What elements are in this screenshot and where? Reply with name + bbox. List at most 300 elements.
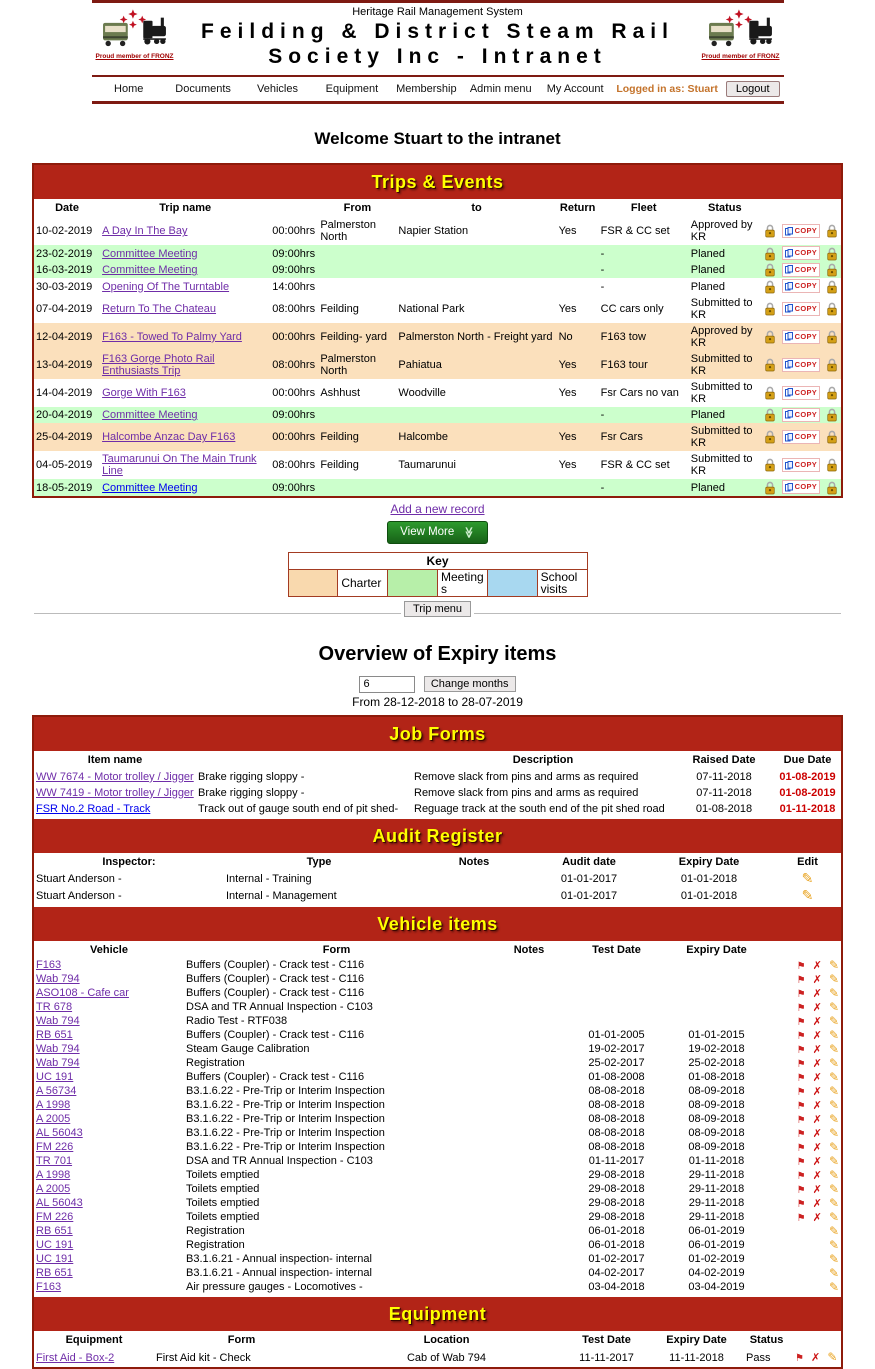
trip-name-link[interactable]: Committee Meeting (102, 409, 198, 422)
edit-pencil-icon[interactable]: ✎ (828, 985, 839, 1000)
delete-x-icon[interactable]: ✗ (812, 1099, 822, 1112)
vehicle-link[interactable]: A 2005 (36, 1183, 71, 1196)
col-header-location: Location (423, 1333, 470, 1346)
job-item-link[interactable]: WW 7674 - Motor trolley / Jigger (36, 770, 194, 783)
vehicle-link[interactable]: UC 191 (36, 1239, 74, 1252)
delete-x-icon[interactable]: ✗ (812, 1029, 822, 1042)
vehicle-expiry-date: 19-02-2018 (688, 1043, 745, 1056)
edit-pencil-icon[interactable]: ✎ (828, 1125, 839, 1140)
flag-icon[interactable]: ⚑ (796, 1016, 806, 1028)
trip-status: Submitted to KR (690, 352, 753, 377)
delete-x-icon[interactable]: ✗ (811, 1351, 821, 1364)
trip-name-link[interactable]: Committee Meeting (102, 264, 198, 277)
edit-pencil-icon[interactable]: ✎ (828, 1013, 839, 1028)
delete-x-icon[interactable]: ✗ (812, 1085, 822, 1098)
vehicle-test-date: 29-08-2018 (588, 1169, 645, 1182)
vehicle-form: B3.1.6.21 - Annual inspection- internal (186, 1267, 372, 1280)
padlock-icon[interactable] (764, 430, 776, 444)
padlock-icon[interactable] (764, 247, 776, 261)
padlock-icon[interactable] (826, 302, 838, 316)
audit-notes (414, 888, 534, 905)
delete-x-icon[interactable]: ✗ (812, 1183, 822, 1196)
trip-to (396, 262, 556, 279)
trips-banner-title: Trips & Events (371, 172, 504, 193)
nav-item[interactable]: Membership (396, 83, 457, 96)
flag-icon[interactable]: ⚑ (796, 1030, 806, 1042)
trips-header-row (34, 199, 841, 217)
nav-item[interactable]: Equipment (325, 83, 379, 96)
audit-date: 01-01-2017 (560, 889, 618, 902)
vehicle-test-date: 01-01-2005 (588, 1029, 645, 1042)
flag-icon[interactable]: ⚑ (796, 1086, 806, 1098)
copy-icon (785, 388, 793, 397)
vehicle-link[interactable]: A 1998 (36, 1099, 71, 1112)
flag-icon[interactable]: ⚑ (796, 1100, 806, 1112)
trip-to: Palmerston North - Freight yard (398, 330, 553, 343)
vehicle-notes (489, 1057, 569, 1071)
trip-name-link[interactable]: F163 Gorge Photo Rail Enthusiasts Trip (102, 352, 215, 377)
padlock-icon[interactable] (764, 481, 776, 495)
trip-fleet: - (600, 409, 605, 422)
trip-row (34, 379, 841, 407)
vehicle-row (34, 1225, 841, 1239)
trips-table (34, 199, 841, 496)
padlock-icon[interactable] (826, 330, 838, 344)
edit-pencil-icon[interactable]: ✎ (828, 957, 839, 972)
vehicle-expiry-date: 08-09-2018 (688, 1141, 745, 1154)
trip-return: Yes (558, 225, 577, 238)
trip-return: Yes (558, 302, 577, 315)
flag-icon[interactable]: ⚑ (796, 1156, 806, 1168)
edit-pencil-icon[interactable]: ✎ (828, 1111, 839, 1126)
flag-icon[interactable]: ⚑ (796, 1198, 806, 1210)
vehicle-test-date: 06-01-2018 (588, 1239, 645, 1252)
col-header-notes: Notes (458, 855, 490, 868)
edit-pencil-icon[interactable]: ✎ (828, 1265, 839, 1280)
vehicle-link[interactable]: AL 56043 (36, 1197, 83, 1210)
trip-date: 18-05-2019 (36, 481, 93, 494)
trip-date: 04-05-2019 (36, 459, 93, 472)
trip-return (557, 262, 599, 279)
delete-x-icon[interactable]: ✗ (812, 1071, 822, 1084)
copy-button[interactable]: COPY (782, 302, 820, 316)
col-header-notes: Notes (513, 943, 545, 956)
vehicle-link[interactable]: RB 651 (36, 1225, 73, 1238)
trip-time: 00:00hrs (272, 386, 316, 399)
vehicle-link[interactable]: A 56734 (36, 1085, 77, 1098)
trip-time: 08:00hrs (272, 302, 316, 315)
edit-pencil-icon[interactable]: ✎ (828, 1139, 839, 1154)
trip-from: Feilding (320, 459, 359, 472)
vehicle-link[interactable]: A 2005 (36, 1113, 71, 1126)
trip-status: Submitted to KR (690, 380, 753, 405)
vehicle-expiry-date: 08-09-2018 (688, 1099, 745, 1112)
edit-pencil-icon[interactable]: ✎ (828, 1069, 839, 1084)
vehicle-notes (489, 973, 569, 987)
audit-inspector: Stuart Anderson - (36, 889, 122, 902)
delete-x-icon[interactable]: ✗ (812, 1113, 822, 1126)
add-new-record-link[interactable]: Add a new record (390, 501, 485, 516)
logo-caption: Proud member of FRONZ (95, 53, 174, 60)
months-input[interactable] (359, 676, 415, 693)
flag-icon[interactable]: ⚑ (796, 1044, 806, 1056)
vehicle-expiry-date: 06-01-2019 (688, 1225, 745, 1238)
key-title: Key (288, 552, 587, 569)
edit-pencil-icon[interactable]: ✎ (828, 1097, 839, 1112)
vehicle-link[interactable]: Wab 794 (36, 973, 80, 986)
trip-menu-button[interactable]: Trip menu (404, 601, 471, 617)
flag-icon[interactable]: ⚑ (796, 974, 806, 986)
trip-time: 09:00hrs (272, 409, 316, 422)
vehicle-form: DSA and TR Annual Inspection - C103 (186, 1001, 373, 1014)
trip-date: 10-02-2019 (36, 225, 93, 238)
col-header-due-date: Due Date (783, 753, 832, 766)
audit-inspector: Stuart Anderson - (36, 872, 122, 885)
trip-date: 12-04-2019 (36, 330, 93, 343)
vehicle-expiry-date: 06-01-2019 (688, 1239, 745, 1252)
trip-return (557, 245, 599, 262)
edit-pencil-icon[interactable]: ✎ (828, 1279, 839, 1294)
padlock-icon[interactable] (764, 358, 776, 372)
edit-pencil-icon[interactable]: ✎ (828, 1181, 839, 1196)
vehicle-expiry-date: 03-04-2019 (688, 1281, 745, 1294)
vehicle-link[interactable]: Wab 794 (36, 1015, 80, 1028)
vehicle-notes (489, 1197, 569, 1211)
trip-row (34, 245, 841, 262)
job-due-date: 01-11-2018 (779, 802, 836, 815)
job-due-date: 01-08-2019 (779, 770, 836, 783)
trip-from (318, 278, 396, 295)
vehicle-link[interactable]: ASO108 - Cafe car (36, 987, 129, 1000)
vehicle-row (34, 1141, 841, 1155)
vehicle-items-banner (34, 907, 841, 941)
copy-button[interactable]: COPY (782, 279, 820, 293)
delete-x-icon[interactable]: ✗ (812, 1169, 822, 1182)
delete-x-icon[interactable]: ✗ (812, 987, 822, 1000)
vehicle-row (34, 1127, 841, 1141)
vehicle-link[interactable]: TR 678 (36, 1001, 73, 1014)
trip-row (34, 323, 841, 351)
trip-fleet: - (600, 247, 605, 260)
vehicle-link[interactable]: UC 191 (36, 1253, 74, 1266)
trip-return (557, 407, 599, 424)
trip-fleet: F163 tour (600, 358, 648, 371)
col-header-from: From (343, 202, 372, 215)
audit-banner-title: Audit Register (372, 825, 503, 846)
system-title: Heritage Rail Management System (352, 6, 523, 18)
trip-name-link[interactable]: Return To The Chateau (102, 302, 217, 315)
society-logo-left (96, 8, 174, 60)
delete-x-icon[interactable]: ✗ (812, 1043, 822, 1056)
trip-name-link[interactable]: F163 - Towed To Palmy Yard (102, 330, 242, 343)
copy-icon (785, 410, 793, 419)
copy-icon (785, 332, 793, 341)
padlock-icon[interactable] (826, 458, 838, 472)
padlock-icon[interactable] (826, 386, 838, 400)
edit-pencil-icon[interactable]: ✎ (801, 869, 814, 886)
vehicle-row (34, 1113, 841, 1127)
copy-button[interactable]: COPY (782, 480, 820, 494)
trip-fleet: Fsr Cars no van (600, 386, 679, 399)
edit-pencil-icon[interactable]: ✎ (828, 999, 839, 1014)
copy-icon (785, 227, 793, 236)
vehicle-link[interactable]: F163 (36, 959, 62, 972)
equipment-link[interactable]: First Aid - Box-2 (36, 1351, 115, 1364)
trip-fleet: - (600, 481, 605, 494)
trip-to (396, 407, 556, 424)
trip-name-link[interactable]: Opening Of The Turntable (102, 280, 230, 293)
col-header-trip-name: Trip name (159, 202, 212, 215)
trip-row (34, 262, 841, 279)
nav-item[interactable]: Admin menu (469, 83, 532, 96)
edit-pencil-icon[interactable]: ✎ (828, 1195, 839, 1210)
padlock-icon[interactable] (826, 224, 838, 238)
key-label: Charter (338, 569, 388, 596)
trip-from: Feilding- yard (320, 330, 387, 343)
flag-icon[interactable]: ⚑ (796, 960, 806, 972)
trip-time: 00:00hrs (272, 431, 316, 444)
trip-date: 25-04-2019 (36, 431, 93, 444)
vehicle-form: Toilets emptied (186, 1197, 260, 1210)
trip-from (318, 479, 396, 496)
delete-x-icon[interactable]: ✗ (812, 1127, 822, 1140)
trip-return (557, 479, 599, 496)
trip-return: No (558, 330, 573, 343)
trip-name-link[interactable]: Taumarunui On The Main Trunk Line (102, 453, 257, 478)
vehicle-row (34, 1043, 841, 1057)
vehicle-link[interactable]: RB 651 (36, 1267, 73, 1280)
flag-icon[interactable]: ⚑ (796, 988, 806, 1000)
nav-item[interactable]: Home (114, 83, 144, 96)
copy-button[interactable]: COPY (782, 246, 820, 260)
trip-to: Pahiatua (398, 358, 442, 371)
flag-icon[interactable]: ⚑ (796, 1002, 806, 1014)
padlock-icon[interactable] (826, 358, 838, 372)
vehicle-notes (489, 1211, 569, 1225)
vehicle-link[interactable]: A 1998 (36, 1169, 71, 1182)
nav-item[interactable]: Documents (175, 83, 231, 96)
trip-to (396, 278, 556, 295)
col-header-type: Type (306, 855, 332, 868)
vehicle-form: Registration (186, 1225, 245, 1238)
vehicle-expiry-date: 01-01-2015 (688, 1029, 745, 1042)
trip-to: Taumarunui (398, 459, 456, 472)
vehicle-notes (489, 1099, 569, 1113)
flag-icon[interactable]: ⚑ (796, 1128, 806, 1140)
job-form-row (34, 801, 841, 817)
key-legend (288, 552, 588, 597)
vehicle-form: B3.1.6.22 - Pre-Trip or Interim Inspection (186, 1141, 385, 1154)
trip-from (318, 407, 396, 424)
trip-time: 09:00hrs (272, 264, 316, 277)
vehicle-notes (489, 1169, 569, 1183)
vehicle-link[interactable]: RB 651 (36, 1029, 73, 1042)
delete-x-icon[interactable]: ✗ (812, 1141, 822, 1154)
edit-pencil-icon[interactable]: ✎ (827, 1349, 838, 1364)
key-row (288, 569, 587, 596)
delete-x-icon[interactable]: ✗ (812, 959, 822, 972)
padlock-icon[interactable] (764, 386, 776, 400)
logout-button[interactable]: Logout (726, 81, 780, 97)
vehicle-form: B3.1.6.22 - Pre-Trip or Interim Inspection (186, 1127, 385, 1140)
edit-pencil-icon[interactable]: ✎ (828, 1083, 839, 1098)
padlock-icon[interactable] (764, 280, 776, 294)
change-months-button[interactable]: Change months (424, 676, 516, 692)
nav-item[interactable]: Vehicles (257, 83, 298, 96)
trip-row (34, 295, 841, 323)
vehicle-test-date: 01-11-2017 (588, 1155, 645, 1168)
edit-pencil-icon[interactable]: ✎ (828, 1223, 839, 1238)
view-more-button[interactable]: View More ≫ (387, 521, 488, 544)
edit-pencil-icon[interactable]: ✎ (828, 1167, 839, 1182)
vehicle-test-date: 29-08-2018 (588, 1183, 645, 1196)
trip-return (557, 278, 599, 295)
flag-icon[interactable]: ⚑ (796, 1058, 806, 1070)
equipment-expiry-date: 11-11-2018 (669, 1351, 724, 1364)
delete-x-icon[interactable]: ✗ (812, 1015, 822, 1028)
delete-x-icon[interactable]: ✗ (812, 1155, 822, 1168)
edit-pencil-icon[interactable]: ✎ (801, 886, 814, 903)
copy-button[interactable]: COPY (782, 330, 820, 344)
flag-icon[interactable]: ⚑ (796, 1212, 806, 1224)
vehicle-link[interactable]: UC 191 (36, 1071, 74, 1084)
delete-x-icon[interactable]: ✗ (812, 1057, 822, 1070)
trip-fleet: - (600, 280, 605, 293)
job-item-link[interactable]: FSR No.2 Road - Track (36, 802, 151, 815)
vehicle-form: B3.1.6.22 - Pre-Trip or Interim Inspection (186, 1099, 385, 1112)
trip-fleet: F163 tow (600, 330, 646, 343)
edit-pencil-icon[interactable]: ✎ (828, 971, 839, 986)
flag-icon[interactable]: ⚑ (796, 1114, 806, 1126)
trip-return: Yes (558, 386, 577, 399)
job-raised-date: 07-11-2018 (696, 770, 752, 783)
padlock-icon[interactable] (764, 302, 776, 316)
vehicle-row (34, 1197, 841, 1211)
vehicle-row (34, 1267, 841, 1281)
vehicle-form: Buffers (Coupler) - Crack test - C116 (186, 987, 365, 1000)
copy-icon (785, 461, 793, 470)
vehicle-link[interactable]: Wab 794 (36, 1057, 80, 1070)
edit-pencil-icon[interactable]: ✎ (828, 1237, 839, 1252)
edit-pencil-icon[interactable]: ✎ (828, 1153, 839, 1168)
nav-item[interactable]: My Account (546, 83, 604, 96)
copy-icon (785, 249, 793, 258)
equipment-test-date: 11-11-2017 (579, 1351, 634, 1364)
vehicle-notes (489, 1043, 569, 1057)
job-description: Remove slack from pins and arms as required (414, 770, 639, 783)
vehicle-row (34, 1281, 841, 1295)
copy-button[interactable]: COPY (782, 263, 820, 277)
trips-events-section (32, 163, 843, 498)
flag-icon[interactable]: ⚑ (796, 1184, 806, 1196)
copy-button[interactable]: COPY (782, 408, 820, 422)
col-header-status: Status (749, 1333, 784, 1346)
trip-name-link[interactable]: Committee Meeting (102, 481, 198, 494)
vehicle-expiry-date (664, 973, 769, 987)
audit-type: Internal - Management (226, 889, 337, 902)
vehicle-link[interactable]: FM 226 (36, 1211, 74, 1224)
delete-x-icon[interactable]: ✗ (812, 973, 822, 986)
vehicle-link[interactable]: TR 701 (36, 1155, 73, 1168)
delete-x-icon[interactable]: ✗ (812, 1001, 822, 1014)
edit-pencil-icon[interactable]: ✎ (828, 1251, 839, 1266)
edit-pencil-icon[interactable]: ✎ (828, 1041, 839, 1056)
copy-button[interactable]: COPY (782, 224, 820, 238)
trip-status: Planed (690, 264, 726, 277)
copy-button[interactable]: COPY (782, 358, 820, 372)
trip-from: Feilding (320, 431, 359, 444)
trip-time: 14:00hrs (272, 280, 316, 293)
vehicle-test-date: 06-01-2018 (588, 1225, 645, 1238)
padlock-icon[interactable] (826, 481, 838, 495)
trip-name-link[interactable]: A Day In The Bay (102, 225, 188, 238)
vehicle-row (34, 1183, 841, 1197)
trip-name-link[interactable]: Committee Meeting (102, 247, 198, 260)
flag-icon[interactable]: ⚑ (795, 1352, 804, 1364)
vehicle-link[interactable]: F163 (36, 1281, 62, 1294)
key-color-swatch (487, 569, 537, 596)
audit-type: Internal - Training (226, 872, 312, 885)
vehicle-notes (489, 1155, 569, 1169)
job-item-link[interactable]: WW 7419 - Motor trolley / Jigger (36, 786, 194, 799)
copy-button[interactable]: COPY (782, 430, 820, 444)
vehicle-test-date: 04-02-2017 (588, 1267, 645, 1280)
padlock-icon[interactable] (764, 408, 776, 422)
padlock-icon[interactable] (826, 247, 838, 261)
chevron-down-icon: ≫ (462, 526, 475, 539)
copy-button[interactable]: COPY (782, 386, 820, 400)
vehicle-row (34, 1085, 841, 1099)
audit-row (34, 888, 841, 905)
edit-pencil-icon[interactable]: ✎ (828, 1209, 839, 1224)
vehicle-form: Radio Test - RTF038 (186, 1015, 288, 1028)
edit-pencil-icon[interactable]: ✎ (828, 1027, 839, 1042)
padlock-icon[interactable] (826, 280, 838, 294)
audit-expiry: 01-01-2018 (680, 872, 738, 885)
padlock-icon[interactable] (764, 330, 776, 344)
flag-icon[interactable]: ⚑ (796, 1072, 806, 1084)
padlock-icon[interactable] (826, 430, 838, 444)
trip-date: 20-04-2019 (36, 409, 93, 422)
vehicle-row (34, 987, 841, 1001)
flag-icon[interactable]: ⚑ (796, 1142, 806, 1154)
vehicle-notes (489, 1225, 569, 1239)
padlock-icon[interactable] (764, 458, 776, 472)
vehicle-row (34, 1001, 841, 1015)
vehicle-form: Buffers (Coupler) - Crack test - C116 (186, 1029, 365, 1042)
vehicle-link[interactable]: FM 226 (36, 1141, 74, 1154)
padlock-icon[interactable] (826, 263, 838, 277)
vehicle-link[interactable]: AL 56043 (36, 1127, 83, 1140)
padlock-icon[interactable] (764, 224, 776, 238)
flag-icon[interactable]: ⚑ (796, 1170, 806, 1182)
trip-date: 16-03-2019 (36, 264, 93, 277)
trip-name-link[interactable]: Halcombe Anzac Day F163 (102, 431, 236, 444)
padlock-icon[interactable] (764, 263, 776, 277)
delete-x-icon[interactable]: ✗ (812, 1197, 822, 1210)
audit-register-table (34, 853, 841, 905)
copy-button[interactable]: COPY (782, 458, 820, 472)
edit-pencil-icon[interactable]: ✎ (828, 1055, 839, 1070)
trip-name-link[interactable]: Gorge With F163 (102, 386, 186, 399)
trip-return: Yes (558, 358, 577, 371)
padlock-icon[interactable] (826, 408, 838, 422)
delete-x-icon[interactable]: ✗ (812, 1211, 822, 1224)
job-description: Remove slack from pins and arms as required (414, 786, 639, 799)
vehicle-link[interactable]: Wab 794 (36, 1043, 80, 1056)
copy-icon (785, 282, 793, 291)
trip-status: Planed (690, 247, 726, 260)
